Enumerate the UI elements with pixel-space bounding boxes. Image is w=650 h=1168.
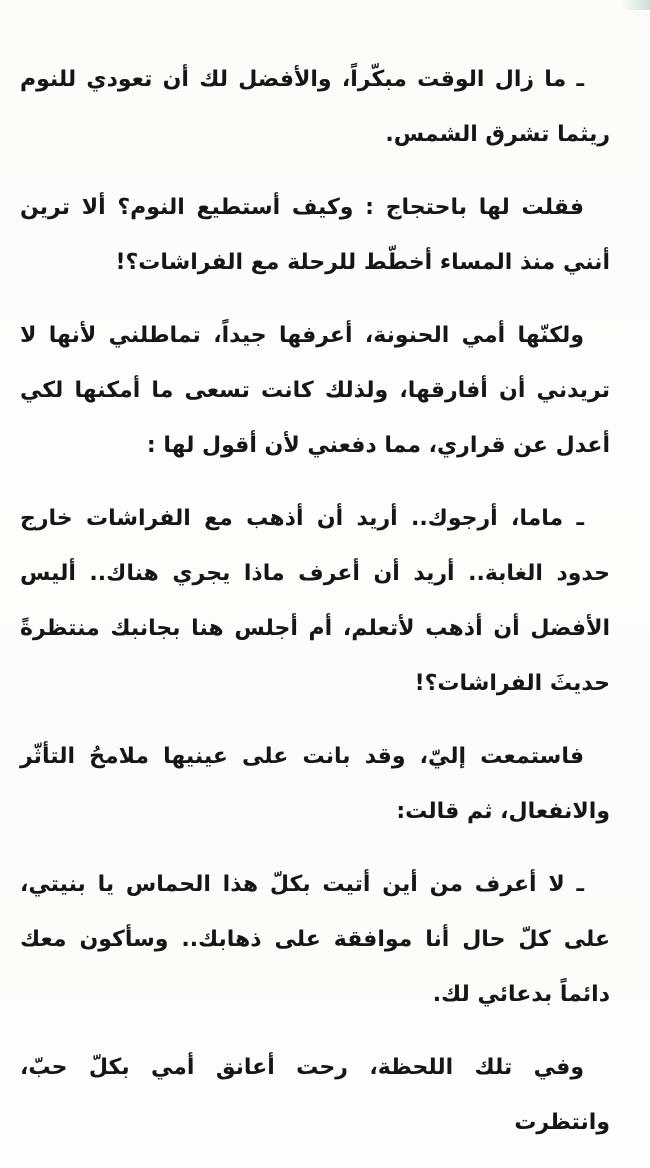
page-corner-shadow [622, 0, 650, 10]
paragraph-1: ـ ما زال الوقت مبكّراً، والأفضل لك أن تعودي للنوم ريثما تشرق الشمس. [20, 67, 610, 147]
paragraph-7: وفي تلك اللحظة، رحت أعانق أمي بكلّ حبّ، وانتظرت [20, 1055, 610, 1135]
paragraph-6: ـ لا أعرف من أين أتيت بكلّ هذا الحماس يا بنيتي، على كلّ حال أنا موافقة على ذهابك.. وسأكون معك دائماً بدعائي لك. [20, 872, 610, 1007]
paragraph-3: ولكنّها أمي الحنونة، أعرفها جيداً، تماطلني لأنها لا تريدني أن أفارقها، ولذلك كانت تسعى ما أمكنها لكي أعدل عن قراري، مما دفعني لأن أقول لها : [20, 323, 610, 458]
page-text [20, 52, 610, 1168]
paragraph-2: فقلت لها باحتجاج : وكيف أستطيع النوم؟ ألا ترين أنني منذ المساء أخطّط للرحلة مع الفراشات؟! [20, 195, 610, 275]
paragraph-5: فاستمعت إليّ، وقد بانت على عينيها ملامحُ التأثّر والانفعال، ثم قالت: [20, 744, 610, 824]
paragraph-4: ـ ماما، أرجوك.. أريد أن أذهب مع الفراشات خارج حدود الغابة.. أريد أن أعرف ماذا يجري هناك.. أليس الأفضل أن أذهب لأتعلم، أم أجلس هنا بجانبك منتظرةً حديثَ الفراشات؟! [20, 506, 610, 696]
